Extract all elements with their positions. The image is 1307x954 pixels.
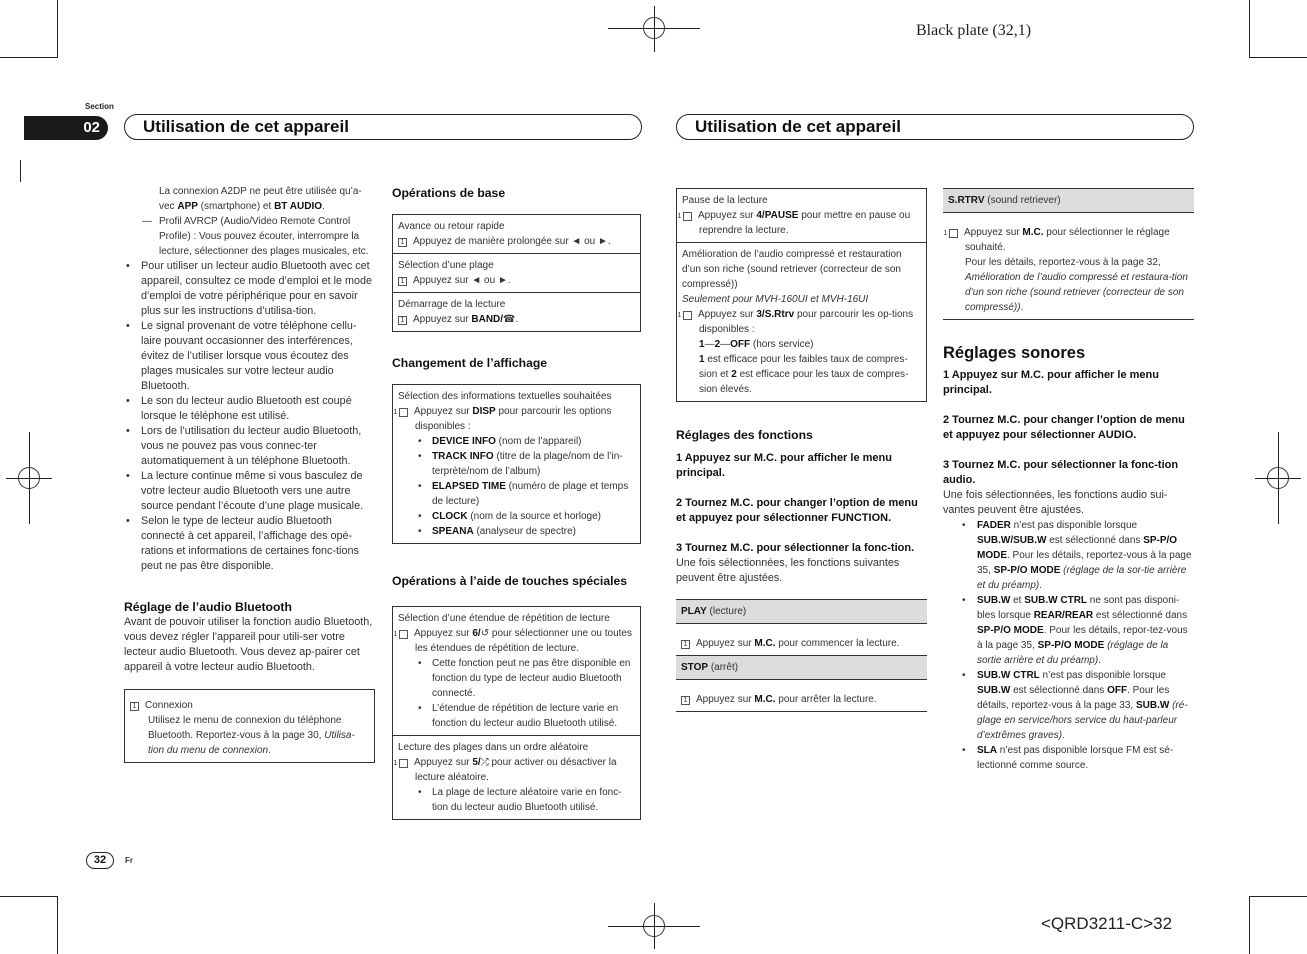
crop-mark	[0, 896, 58, 897]
step-1-icon: 1	[130, 702, 139, 711]
column-2	[392, 186, 641, 820]
step-1: 1 Appuyez sur M.C. pour afficher le menu principal.	[676, 452, 892, 479]
table-header: STOP (arrêt)	[676, 656, 927, 680]
list-item: • La lecture continue même si vous basculez de votre lecteur audio Bluetooth vers une autre source pendant l’écoute d’une plage musicale.	[124, 469, 375, 514]
crop-mark	[20, 160, 21, 182]
page-title-right	[676, 114, 1194, 140]
avrcp-note: — Profil AVRCP (Audio/Video Remote Control Profile) : Vous pouvez écouter, interrompre la lecture, sélectionner des plages musicales, etc.	[142, 216, 369, 257]
list-item: • Pour utiliser un lecteur audio Bluetooth avec cet appareil, consultez ce mode d’emploi et le mode d’emploi de votre périphérique pour en savoir plus sur les instructions d’utilisa-tion.	[124, 259, 375, 319]
paragraph: Avant de pouvoir utiliser la fonction audio Bluetooth, vous devez régler l’appareil pour utili-ser votre lecteur audio Bluetooth. Vous devez ap-pairer cet appareil à votre lecteur audio Bluetooth.	[124, 616, 373, 673]
crop-mark	[1249, 896, 1307, 897]
section-heading: Réglage de l’audio Bluetooth	[124, 600, 292, 614]
table-row: Sélection des informations textuelles souhaitées 1 Appuyez sur DISP pour parcourir les options disponibles : • DEVICE INFO (nom de l’appareil) • TRACK INFO (titre de la plage/nom de l’in-terprète/nom de l’album) • ELAPSED TIME (numéro de plage et temps de lecture) • CLOCK (nom de la source et horloge) • SPEANA (analyseur de spectre)	[393, 385, 640, 543]
table-row: 1 Appuyez sur M.C. pour commencer la lecture.	[676, 624, 927, 656]
table-row: Amélioration de l’audio compressé et restauration d’un son riche (sound retriever (correcteur de son compressé)) Seulement pour MVH-160UI et MVH-16UI 1 Appuyez sur 3/S.Rtrv pour parcourir les op-tions disponibles : 1—2—OFF (hors service) 1 est efficace pour les faibles taux de compres-sion et 2 est efficace pour les taux de compres-sion élevés.	[677, 249, 914, 395]
crop-mark	[1249, 0, 1250, 58]
list-item: • Cette fonction peut ne pas être disponible en fonction du type de lecteur audio Bluetooth connecté.	[416, 656, 635, 701]
phone-icon: ☎	[503, 314, 516, 325]
srtrv-table	[943, 188, 1194, 320]
step-2: 2 Tournez M.C. pour changer l’option de menu et appuyez pour sélectionner FUNCTION.	[676, 497, 918, 524]
list-item: • La plage de lecture aléatoire varie en fonc-tion du lecteur audio Bluetooth utilisé.	[416, 785, 635, 815]
column-4	[943, 188, 1194, 773]
table-row: 1 Appuyez sur M.C. pour arrêter la lecture.	[676, 680, 927, 711]
connection-box: 1 Connexion Utilisez le menu de connexion du téléphone Bluetooth. Reportez-vous à la page 30, Utilisa-tion du menu de connexion.	[124, 689, 375, 763]
step-1: 1 Appuyez sur M.C. pour afficher le menu principal.	[943, 369, 1159, 396]
section-label: Section	[85, 102, 114, 111]
table-row: Sélection d’une plage 1 Appuyez sur ◄ ou ►.	[393, 254, 640, 293]
language-label: Fr	[125, 856, 133, 865]
pause-sr-table	[676, 188, 927, 402]
page-number: 32	[86, 852, 114, 869]
registration-line	[654, 6, 655, 52]
list-item: • SUB.W et SUB.W CTRL ne sont pas disponi-bles lorsque REAR/REAR est sélectionné dans SP-P/O MODE. Pour les détails, repor-tez-vous à la page 35, SP-P/O MODE (réglage de la sortie arrière et du préamp).	[960, 593, 1194, 668]
page-title-text: Utilisation de cet appareil	[143, 117, 349, 136]
table-header: S.RTRV (sound retriever)	[943, 189, 1194, 213]
page-title-left	[124, 114, 642, 140]
table-row: Avance ou retour rapide 1 Appuyez de manière prolongée sur ◄ ou ►.	[393, 215, 640, 254]
list-item: • ELAPSED TIME (numéro de plage et temps de lecture)	[416, 479, 635, 509]
section-heading: Opérations de base	[392, 186, 506, 200]
crop-mark	[0, 57, 58, 58]
step-3: 3 Tournez M.C. pour sélectionner la fonc-tion.	[676, 542, 915, 554]
basic-ops-table	[392, 214, 641, 332]
list-item: • CLOCK (nom de la source et horloge)	[416, 509, 635, 524]
section-number: 02	[83, 119, 100, 136]
section-heading: Réglages des fonctions	[676, 428, 813, 442]
registration-line	[29, 432, 30, 524]
repeat-icon: ↺	[480, 628, 490, 639]
list-item: • SLA n’est pas disponible lorsque FM est sé-lectionné comme source.	[960, 743, 1194, 773]
crop-mark	[57, 896, 58, 954]
list-item: • Lors de l’utilisation du lecteur audio Bluetooth, vous ne pouvez pas vous connec-ter automatiquement à un téléphone Bluetooth.	[124, 424, 375, 469]
section-heading: Opérations à l’aide de touches spéciales	[392, 574, 628, 588]
crop-mark	[57, 0, 58, 58]
table-header: PLAY (lecture)	[676, 600, 927, 624]
document-code: <QRD3211-C>32	[1041, 914, 1173, 933]
crop-mark	[1249, 896, 1250, 954]
registration-line	[654, 903, 655, 949]
section-heading: Réglages sonores	[943, 344, 1086, 362]
list-item: • SUB.W CTRL n’est pas disponible lorsque SUB.W est sélectionné dans OFF. Pour les détails, reportez-vous à la page 33, SUB.W (ré-glage en service/hors service du haut-parleur d’extrêmes graves).	[960, 668, 1194, 743]
bullet-list	[124, 259, 375, 574]
crop-mark	[1249, 57, 1307, 58]
list-item: • Le son du lecteur audio Bluetooth est coupé lorsque le téléphone est utilisé.	[124, 394, 375, 424]
column-1	[124, 184, 375, 763]
table-row: Lecture des plages dans un ordre aléatoire 1 Appuyez sur 5/⤮ pour activer ou désactiver la lecture aléatoire. • La plage de lecture aléatoire varie en fonc-tion du lecteur audio Bluetooth utilisé.	[393, 736, 640, 819]
section-number-badge	[24, 116, 108, 140]
table-row: 1 Appuyez sur M.C. pour sélectionner le réglage souhaité. Pour les détails, reportez-vous à la page 32, Amélioration de l’audio compressé et restaura-tion d’un son riche (sound retriever (correcteur de son compressé)).	[943, 227, 1188, 313]
bullet-list	[943, 518, 1194, 773]
step-3: 3 Tournez M.C. pour sélectionner la fonc-tion audio.	[943, 459, 1179, 486]
list-item: • TRACK INFO (titre de la plage/nom de l’in-terprète/nom de l’album)	[416, 449, 635, 479]
paragraph: Une fois sélectionnées, les fonctions audio sui-vantes peuvent être ajustées.	[943, 489, 1168, 516]
table-row: Sélection d’une étendue de répétition de lecture 1 Appuyez sur 6/↺ pour sélectionner une ou toutes les étendues de répétition de lecture. • Cette fonction peut ne pas être disponible en fonction du type de lecteur audio Bluetooth connecté. • L’étendue de répétition de lecture varie en fonction du lecteur audio Bluetooth utilisé.	[393, 607, 640, 736]
play-stop-table	[676, 599, 927, 712]
table-row: Pause de la lecture 1 Appuyez sur 4/PAUSE pour mettre en pause ou reprendre la lecture.	[677, 189, 926, 243]
special-keys-table	[392, 606, 641, 820]
list-item: • FADER n’est pas disponible lorsque SUB.W/SUB.W est sélectionné dans SP-P/O MODE. Pour les détails, reportez-vous à la page 35, SP-P/O MODE (réglage de la sor-tie arrière et du préamp).	[960, 518, 1194, 593]
page-title-text: Utilisation de cet appareil	[695, 117, 901, 136]
a2dp-note: La connexion A2DP ne peut être utilisée qu’a-vec APP (smartphone) et BT AUDIO.	[159, 186, 362, 212]
list-item: • SPEANA (analyseur de spectre)	[416, 524, 635, 539]
list-item: • Le signal provenant de votre téléphone cellu-laire pouvant occasionner des interférences, évitez de l’utiliser lorsque vous écoutez des plages musicales sur votre lecteur audio Bluetooth.	[124, 319, 375, 394]
display-table	[392, 384, 641, 544]
shuffle-icon: ⤮	[480, 757, 489, 768]
step-2: 2 Tournez M.C. pour changer l’option de menu et appuyez pour sélectionner AUDIO.	[943, 414, 1185, 441]
column-3	[676, 188, 927, 712]
paragraph: Une fois sélectionnées, les fonctions suivantes peuvent être ajustées.	[676, 557, 900, 584]
list-item: • DEVICE INFO (nom de l’appareil)	[416, 434, 635, 449]
list-item: • L’étendue de répétition de lecture varie en fonction du lecteur audio Bluetooth utilisé.	[416, 701, 635, 731]
table-row: Démarrage de la lecture 1 Appuyez sur BAND/☎.	[398, 299, 519, 325]
registration-line	[1278, 432, 1279, 524]
list-item: • Selon le type de lecteur audio Bluetooth connecté à cet appareil, l’affichage des opé-rations et informations de certaines fonc-tions peut ne pas être disponible.	[124, 514, 375, 574]
section-heading: Changement de l’affichage	[392, 356, 548, 370]
plate-label: Black plate (32,1)	[916, 22, 1032, 39]
